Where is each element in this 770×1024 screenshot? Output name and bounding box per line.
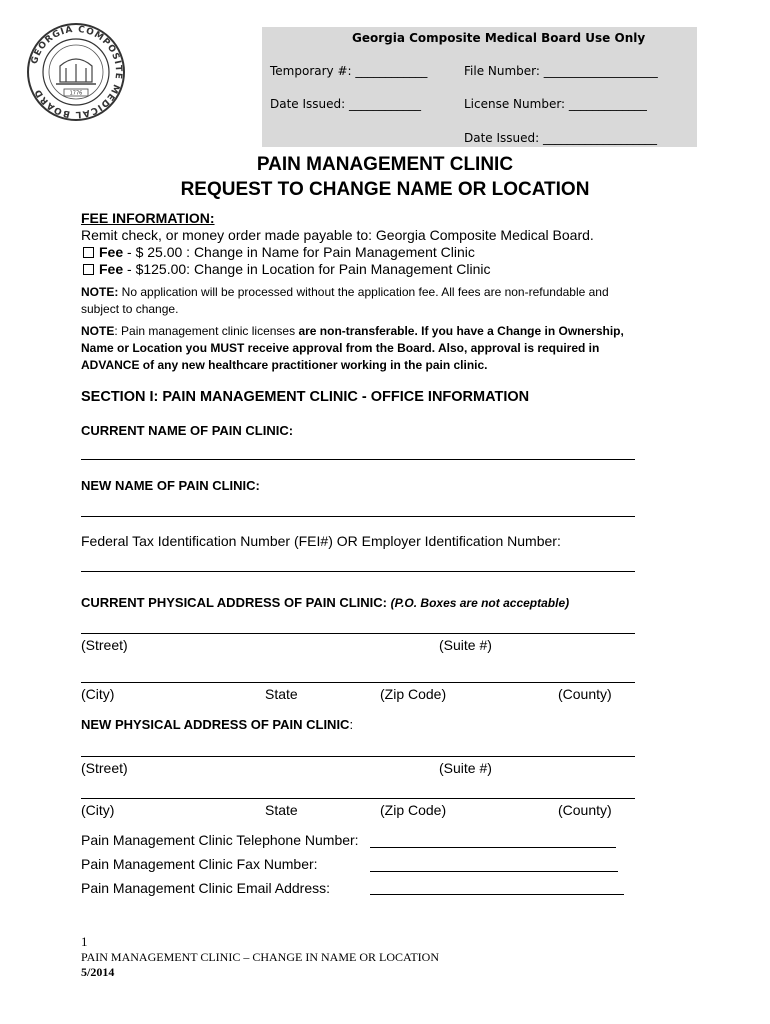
new-street-input-line[interactable] xyxy=(81,756,635,757)
new-suite-label: (Suite #) xyxy=(439,760,492,776)
new-city-input-line[interactable] xyxy=(81,798,635,799)
new-name-input-line[interactable] xyxy=(81,516,635,517)
file-number-field: File Number: ___________________ xyxy=(464,64,658,78)
footer-date: 5/2014 xyxy=(81,965,115,979)
name-change-checkbox[interactable] xyxy=(83,247,94,258)
current-city-input-line[interactable] xyxy=(81,682,635,683)
note-fee-line2: subject to change. xyxy=(81,302,179,316)
license-number-field: License Number: _____________ xyxy=(464,97,647,111)
new-city-label: (City) xyxy=(81,802,115,818)
current-county-label: (County) xyxy=(558,686,612,702)
office-use-heading: Georgia Composite Medical Board Use Only xyxy=(352,31,646,45)
section-1-heading: SECTION I: PAIN MANAGEMENT CLINIC - OFFICE INFORMATION xyxy=(81,389,530,405)
note-approval-line3: ADVANCE of any new healthcare practitioner working in the pain clinic. xyxy=(81,358,488,372)
current-street-input-line[interactable] xyxy=(81,633,635,634)
email-label: Pain Management Clinic Email Address: xyxy=(81,880,331,896)
current-street-label: (Street) xyxy=(81,637,128,653)
new-state-label: State xyxy=(265,802,298,818)
note-fee: NOTE: No application will be processed without the application fee. All fees are non-refundable and xyxy=(81,285,609,299)
current-name-input-line[interactable] xyxy=(81,459,635,460)
new-address-label: NEW PHYSICAL ADDRESS OF PAIN CLINIC: xyxy=(81,717,354,732)
current-state-label: State xyxy=(265,686,298,702)
note-approval-line2: Name or Location you MUST receive approval from the Board. Also, approval is required in xyxy=(81,341,600,355)
fein-label: Federal Tax Identification Number (FEI#) OR Employer Identification Number: xyxy=(81,533,561,549)
telephone-input-line[interactable] xyxy=(370,847,616,848)
svg-text:GEORGIA COMPOSITE MEDICAL BOAR: GEORGIA COMPOSITE MEDICAL BOARD xyxy=(29,24,124,120)
board-seal-logo xyxy=(26,22,126,122)
current-suite-label: (Suite #) xyxy=(439,637,492,653)
location-change-checkbox[interactable] xyxy=(83,264,94,275)
page-number: 1 xyxy=(81,934,88,949)
fax-input-line[interactable] xyxy=(370,871,618,872)
form-title-line2: REQUEST TO CHANGE NAME OR LOCATION xyxy=(180,179,590,200)
new-name-label: NEW NAME OF PAIN CLINIC: xyxy=(81,478,260,493)
new-county-label: (County) xyxy=(558,802,612,818)
footer-form-title: PAIN MANAGEMENT CLINIC – CHANGE IN NAME OR LOCATION xyxy=(81,950,439,964)
office-use-box xyxy=(262,27,697,147)
new-street-label: (Street) xyxy=(81,760,128,776)
fax-label: Pain Management Clinic Fax Number: xyxy=(81,856,318,872)
fee-item-name-change: Fee - $ 25.00 : Change in Name for Pain Management Clinic xyxy=(83,244,475,260)
date-issued-field-1: Date Issued: ____________ xyxy=(270,97,422,111)
current-address-label: CURRENT PHYSICAL ADDRESS OF PAIN CLINIC: (P.O. Boxes are not acceptable) xyxy=(81,595,570,610)
current-name-label: CURRENT NAME OF PAIN CLINIC: xyxy=(81,423,294,438)
seal-year: 1776 xyxy=(69,90,83,97)
form-title-line1: PAIN MANAGEMENT CLINIC xyxy=(256,154,514,175)
email-input-line[interactable] xyxy=(370,894,624,895)
fee-item-location-change: Fee - $125.00: Change in Location for Pain Management Clinic xyxy=(83,261,490,277)
current-city-label: (City) xyxy=(81,686,115,702)
note-non-transferable: NOTE: Pain management clinic licenses are non-transferable. If you have a Change in Ownership, xyxy=(81,324,624,338)
new-zip-label: (Zip Code) xyxy=(380,802,447,818)
fein-input-line[interactable] xyxy=(81,571,635,572)
date-issued-field-2: Date Issued: ___________________ xyxy=(464,131,658,145)
remit-instructions: Remit check, or money order made payable to: Georgia Composite Medical Board. xyxy=(81,227,594,243)
temporary-number-field: Temporary #: ____________ xyxy=(270,64,428,78)
fee-information-heading: FEE INFORMATION: xyxy=(81,210,215,226)
telephone-label: Pain Management Clinic Telephone Number: xyxy=(81,832,359,848)
current-zip-label: (Zip Code) xyxy=(380,686,447,702)
